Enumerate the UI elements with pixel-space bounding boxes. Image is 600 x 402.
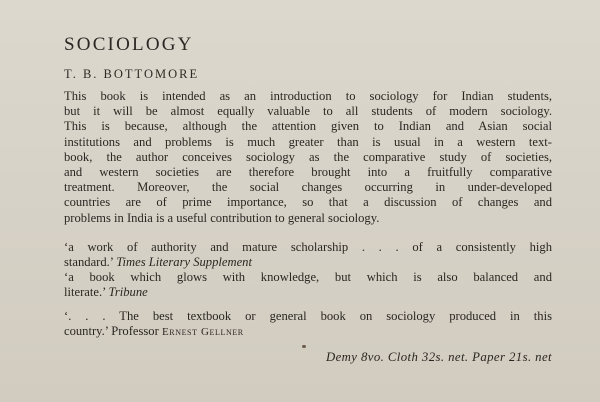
quote-text: ‘a work of authority and mature scholarship . . . of a consistently high (64, 240, 552, 254)
description-line: countries are of prime importance, so that a discussion of changes and (64, 195, 552, 210)
quote-text: country.’ Professor (64, 324, 162, 339)
description-line: This book is intended as an introduction to sociology for Indian students, (64, 89, 552, 103)
description-line: problems in India is a useful contribution to general sociology. (64, 210, 380, 225)
description-paragraph (64, 89, 552, 226)
quote-text-end (64, 324, 552, 340)
paper-speck (302, 345, 306, 348)
quote-text: ‘. . . The best textbook or general book on sociology produced in this (64, 309, 552, 323)
description-line: institutions and problems is much greater than is usual in a western text- (64, 134, 552, 149)
description-line: and western societies are therefore brought into a fruitfully comparative (64, 165, 552, 180)
quote-source: Tribune (108, 285, 148, 300)
description-line: book, the author conceives sociology as the comparative study of societies, (64, 149, 552, 164)
quote-text: ‘a book which glows with knowledge, but which is also balanced and (64, 270, 552, 284)
description-line: This is because, although the attention given to Indian and Asian social (64, 119, 552, 134)
quote-text-end (64, 255, 552, 270)
book-author: T. B. BOTTOMORE (64, 67, 200, 81)
quote-text-end (64, 285, 552, 300)
quote-source: Ernest Gellner (161, 326, 244, 339)
review-quote-tls (64, 240, 552, 270)
description-line: but it will be almost equally valuable to all students of modern sociology. (64, 104, 552, 119)
quote-text: standard.’ (64, 255, 117, 270)
description-line: treatment. Moreover, the social changes occurring in under-developed (64, 180, 552, 195)
book-title: SOCIOLOGY (64, 34, 194, 55)
quote-source: Times Literary Supplement (116, 255, 252, 270)
review-quote-gellner (64, 309, 552, 340)
review-quote-tribune (64, 270, 552, 300)
quote-text: literate.’ (64, 285, 109, 300)
price-line: Demy 8vo. Cloth 32s. net. Paper 21s. net (325, 350, 552, 364)
